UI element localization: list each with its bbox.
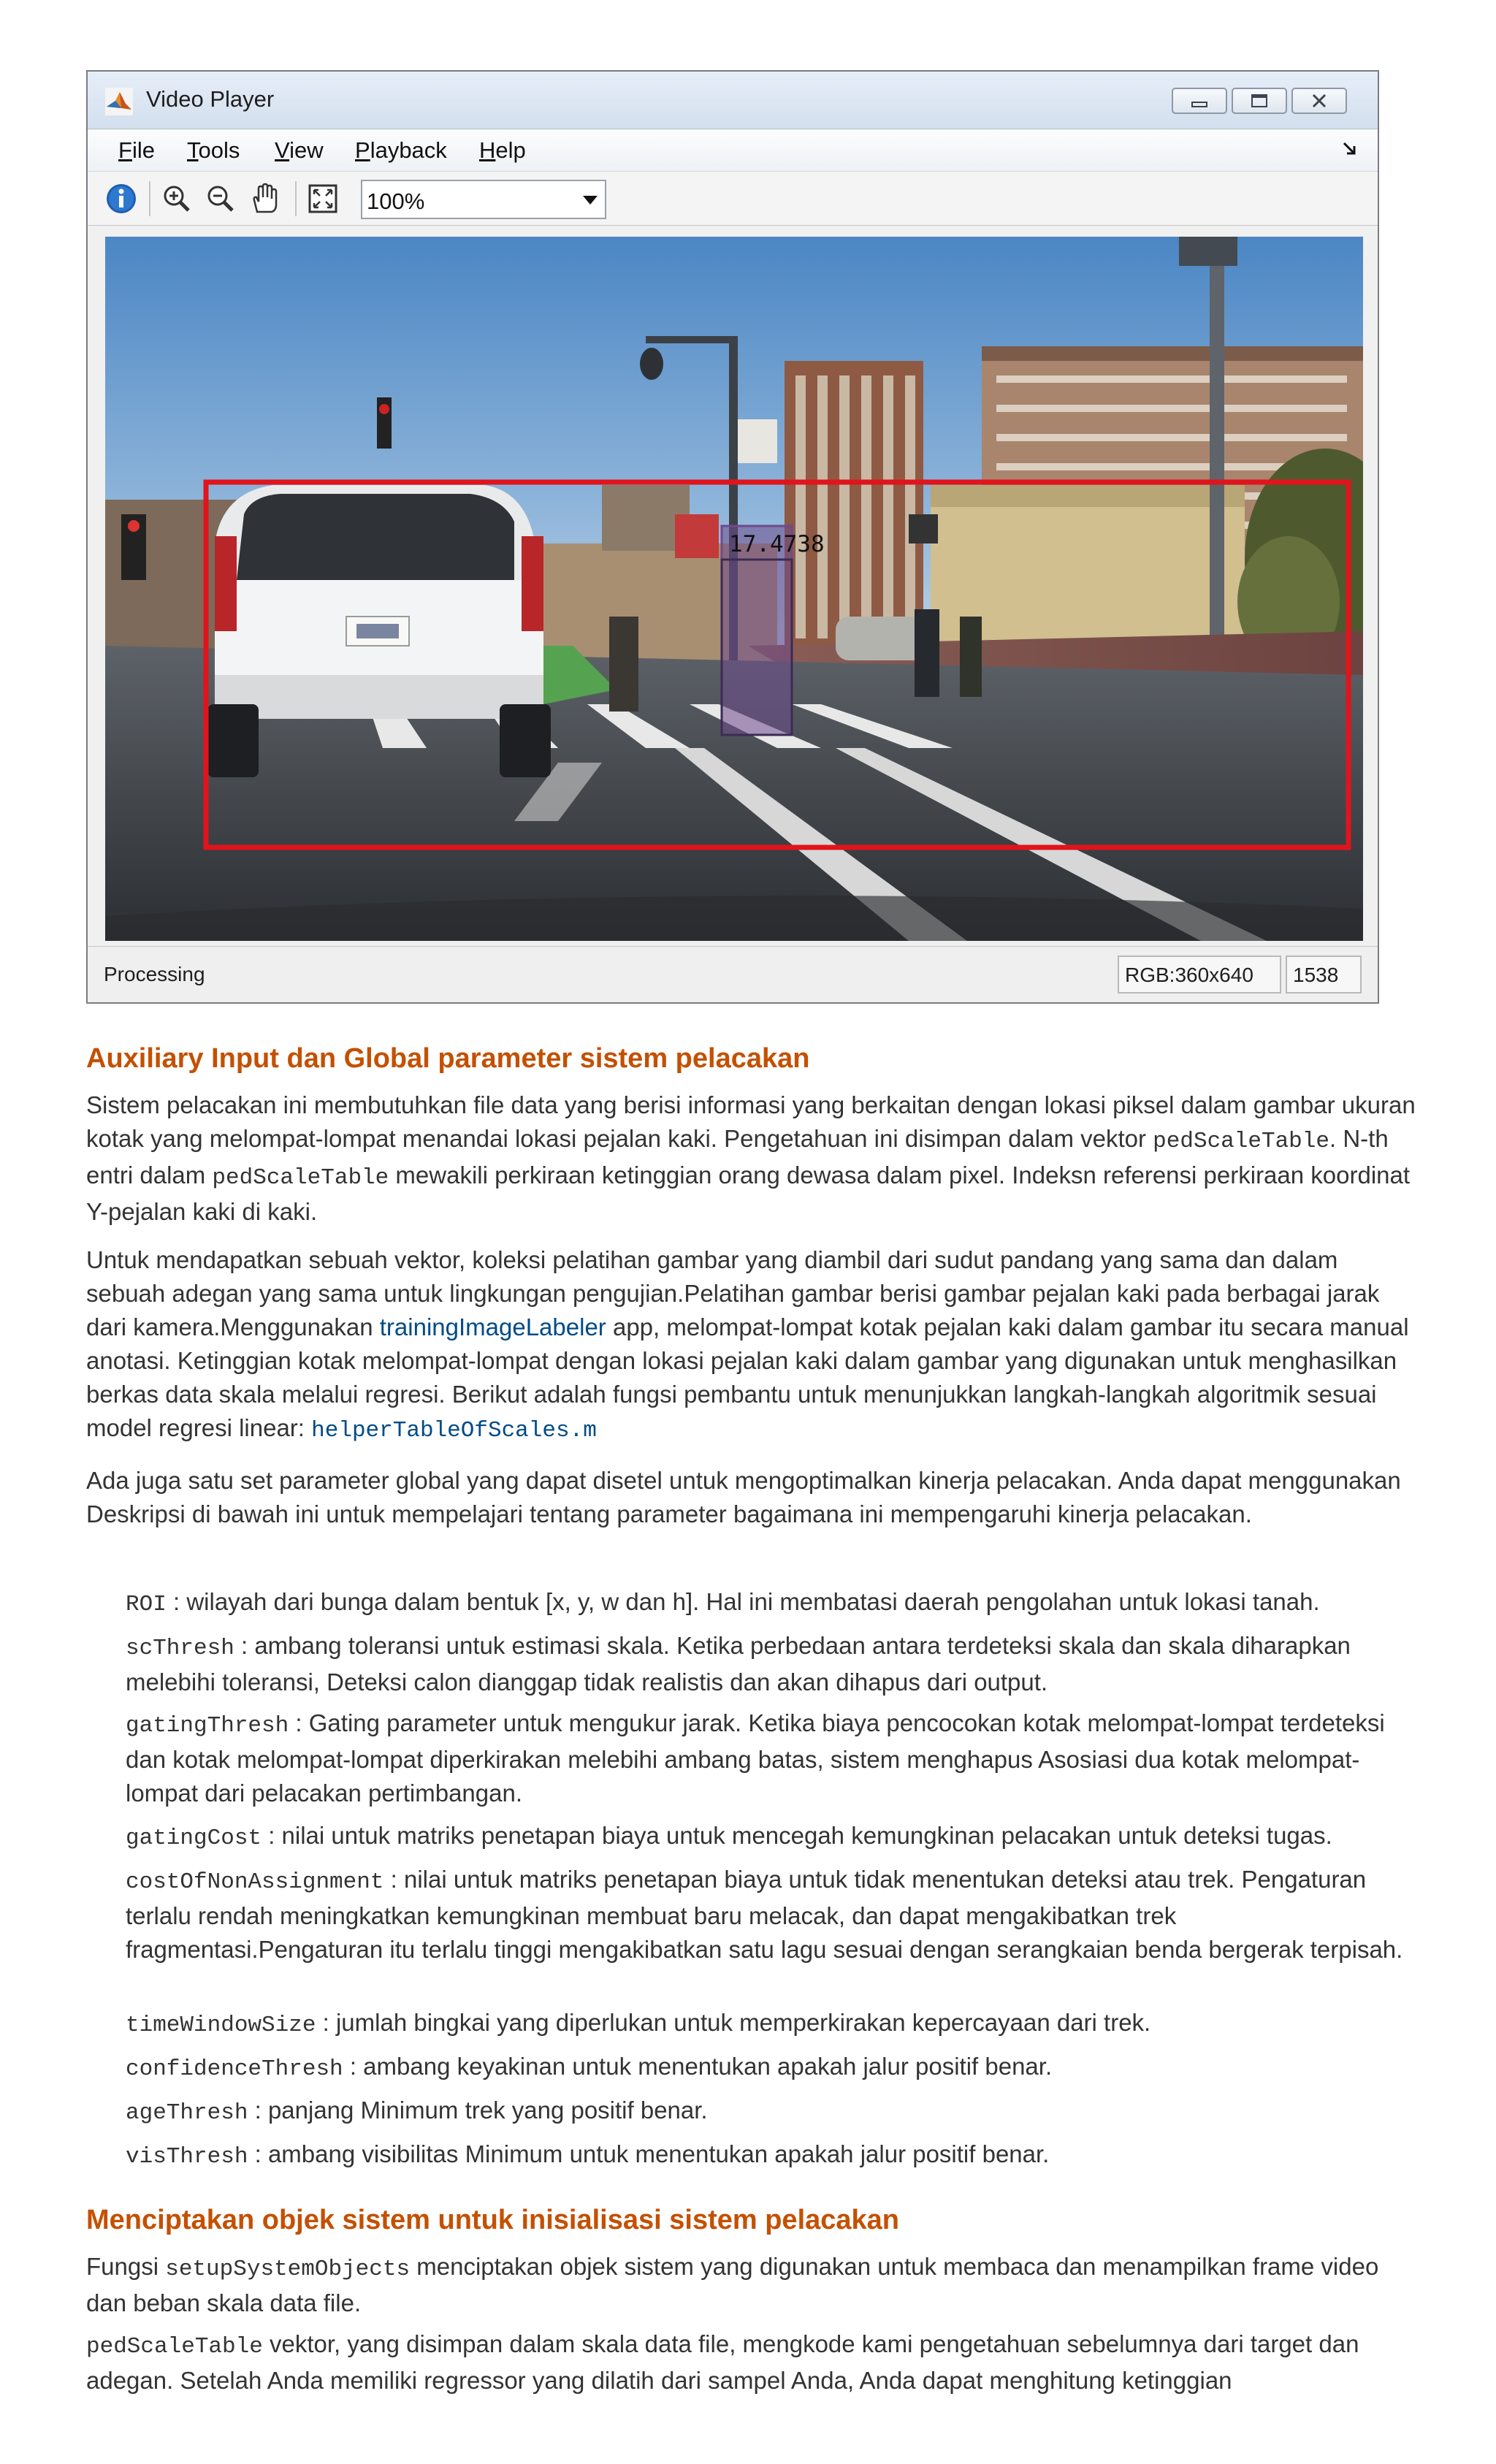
param-gatingcost: gatingCost : nilai untuk matriks penetapan biaya untuk mencegah kemungkinan pelacakan untuk deteksi tugas. xyxy=(126,1822,1332,1851)
section-heading-system-objects: Menciptakan objek sistem untuk inisialisasi sistem pelacakan xyxy=(86,2205,900,2235)
pan-hand-icon[interactable] xyxy=(248,183,280,215)
fit-to-window-icon[interactable] xyxy=(307,183,339,215)
param-gatingthresh: gatingThresh : Gating parameter untuk mengukur jarak. Ketika biaya pencocokan kotak melompat-lompat terdeteksi dan kotak melompat-lompat diperkirakan melebihi ambang batas, sistem menghapus Asosiasi dua kotak melompat-lompat dari pelacakan pertimbangan. xyxy=(126,1709,1385,1807)
maximize-icon xyxy=(1233,89,1286,112)
close-button[interactable] xyxy=(1291,88,1347,114)
rgb-info: RGB:360x640 xyxy=(1118,956,1281,993)
param-agethresh: ageThresh : panjang Minimum trek yang positif benar. xyxy=(126,2097,708,2126)
paragraph-setup-system-objects: Fungsi setupSystemObjects menciptakan objek sistem yang digunakan untuk membaca dan menampilkan frame video dan beban skala data file. xyxy=(86,2253,1379,2316)
param-roi: ROI : wilayah dari bunga dalam bentuk [x, y, w dan h]. Hal ini membatasi daerah pengolahan untuk lokasi tanah. xyxy=(126,1588,1320,1617)
title-bar[interactable] xyxy=(88,72,1378,129)
param-confidencethresh: confidenceThresh : ambang keyakinan untuk menentukan apakah jalur positif benar. xyxy=(126,2053,1053,2082)
pedestrian-detection-box xyxy=(722,560,792,735)
detection-score-label: 17.4738 xyxy=(729,531,825,557)
minimize-icon xyxy=(1173,89,1226,112)
param-costofnonassignment: costOfNonAssignment : nilai untuk matriks penetapan biaya untuk tidak menentukan deteksi atau trek. Pengaturan terlalu rendah meningkatkan kemungkinan membuat baru melacak, dan dapat mengakibatkan trek fragmentasi.Pengaturan itu terlalu tinggi mengakibatkan satu lagu sesuai dengan serangkaian benda bergerak terpisah. xyxy=(126,1866,1403,1963)
zoom-in-icon[interactable] xyxy=(161,183,193,215)
menu-tools[interactable]: Tools xyxy=(187,137,240,163)
matlab-logo-icon xyxy=(105,88,133,115)
info-icon[interactable] xyxy=(105,183,137,215)
menu-playback[interactable]: Playback xyxy=(355,137,447,163)
training-image-labeler-link[interactable]: trainingImageLabeler xyxy=(379,1313,606,1340)
helper-table-of-scales-link[interactable]: helperTableOfScales.m xyxy=(311,1418,597,1443)
paragraph-global-parameters: Ada juga satu set parameter global yang dapat disetel untuk mengoptimalkan kinerja pelacakan. Anda dapat menggunakan Deskripsi di bawah ini untuk mempelajari tentang parameter bagaimana ini mempengaruhi kinerja pelacakan. xyxy=(86,1467,1401,1527)
chevron-down-icon xyxy=(583,196,598,206)
toolbar xyxy=(88,172,1378,226)
zoom-value: 100% xyxy=(367,188,425,214)
frame-number: 1538 xyxy=(1286,956,1362,993)
menu-view[interactable]: View xyxy=(275,137,324,163)
window-title: Video Player xyxy=(146,86,275,112)
street-scene-image xyxy=(105,237,1363,941)
paragraph-scale-table: Sistem pelacakan ini membutuhkan file data yang berisi informasi yang berkaitan dengan lokasi piksel dalam gambar ukuran kotak yang melompat-lompat menandai lokasi pejalan kaki. Pengetahuan ini disimpan dalam vektor pedScaleTable. N-th entri dalam pedScaleTable mewakili perkiraan ketinggian orang dewasa dalam pixel. Indeksn referensi perkiraan koordinat Y-pejalan kaki di kaki. xyxy=(86,1091,1416,1225)
toolbar-separator xyxy=(149,181,150,216)
paragraph-training-images: Untuk mendapatkan sebuah vektor, koleksi pelatihan gambar yang diambil dari sudut pandang yang sama dan dalam sebuah adegan yang sama untuk lingkungan pengujian.Pelatihan gambar berisi gambar pejalan kaki pada berbagai jarak dari kamera.Menggunakan trainingImageLabeler app, melompat-lompat kotak pejalan kaki dalam gambar itu secara manual anotasi. Ketinggian kotak melompat-lompat dengan lokasi pejalan kaki dalam gambar yang digunakan untuk menghasilkan berkas data skala melalui regresi. Berikut adalah fungsi pembantu untuk menunjukkan langkah-langkah algoritmik sesuai model regresi linear: helperTableOfScales.m xyxy=(86,1246,1409,1443)
close-icon xyxy=(1293,89,1346,112)
video-player-window xyxy=(86,70,1379,1004)
menu-file[interactable]: File xyxy=(118,137,155,163)
menu-bar xyxy=(88,130,1378,172)
zoom-out-icon[interactable] xyxy=(205,183,237,215)
section-heading-auxiliary-input: Auxiliary Input dan Global parameter sistem pelacakan xyxy=(86,1043,810,1074)
minimize-button[interactable] xyxy=(1172,88,1227,114)
param-timewindowsize: timeWindowSize : jumlah bingkai yang diperlukan untuk memperkirakan kepercayaan dari trek. xyxy=(126,2009,1151,2038)
video-frame xyxy=(105,237,1363,941)
status-text: Processing xyxy=(104,963,205,985)
paragraph-ped-scale-table: pedScaleTable vektor, yang disimpan dalam skala data file, mengkode kami pengetahuan sebelumnya dari target dan adegan. Setelah Anda memiliki regressor yang dilatih dari sampel Anda, Anda dapat menghitung ketinggian xyxy=(86,2330,1359,2394)
zoom-select[interactable] xyxy=(361,180,606,219)
menu-help[interactable]: Help xyxy=(479,137,526,163)
param-visthresh: visThresh : ambang visibilitas Minimum untuk menentukan apakah jalur positif benar. xyxy=(126,2140,1050,2170)
undock-arrow-icon[interactable] xyxy=(1341,140,1359,158)
toolbar-separator xyxy=(295,181,297,216)
maximize-button[interactable] xyxy=(1232,88,1287,114)
status-bar xyxy=(88,946,1378,1002)
param-scthresh: scThresh : ambang toleransi untuk estimasi skala. Ketika perbedaan antara terdeteksi skala dan skala diharapkan melebihi toleransi, Deteksi calon dianggap tidak realistis dan akan dihapus dari output. xyxy=(126,1632,1351,1696)
